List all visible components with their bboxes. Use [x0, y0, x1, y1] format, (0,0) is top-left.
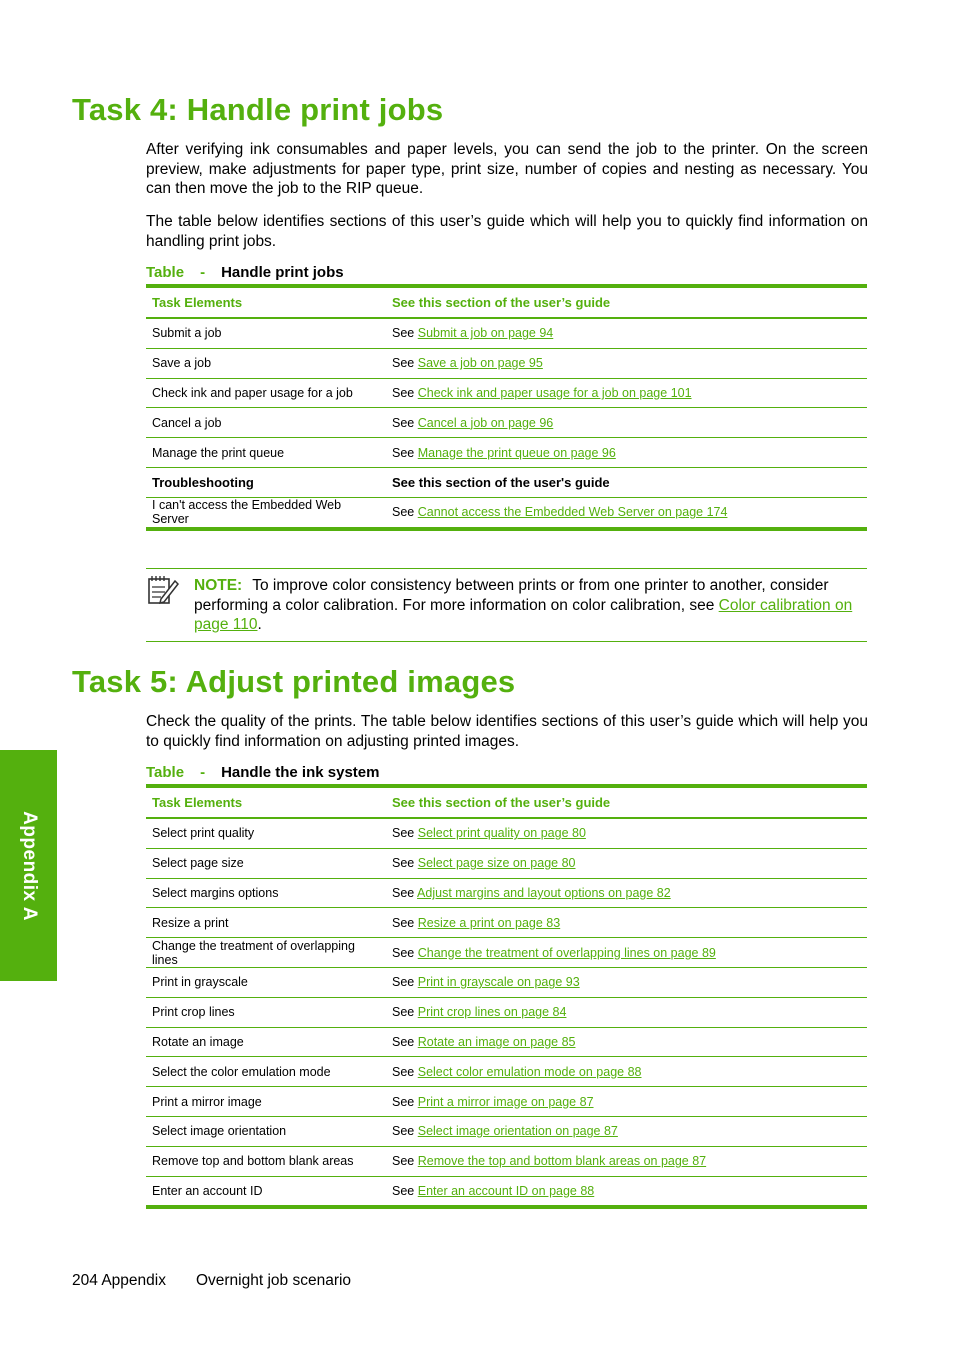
task-element-cell: Save a job [146, 348, 386, 378]
table-row [146, 818, 867, 848]
footer-section: Appendix [101, 1272, 166, 1289]
table-row [146, 1087, 867, 1117]
task-element-cell: Change the treatment of overlapping lines [146, 938, 386, 968]
see-label: See [392, 975, 415, 990]
troubleshooting-label: Troubleshooting [146, 467, 386, 497]
guide-section-link[interactable]: Select image orientation on page 87 [417, 1124, 618, 1139]
see-label: See [392, 505, 415, 520]
guide-section-link[interactable]: Adjust margins and layout options on page 82 [417, 885, 671, 900]
troubleshooting-guide-label: See this section of the user's guide [386, 467, 867, 497]
guide-section-cell [386, 1027, 867, 1057]
task-element-cell: Check ink and paper usage for a job [146, 378, 386, 408]
table-row [146, 848, 867, 878]
task-element-cell: Print crop lines [146, 997, 386, 1027]
table-row [146, 1146, 867, 1176]
task5-intro-paragraph: Check the quality of the prints. The table below identifies sections of this user’s guide which will help you to quickly find information on adjusting printed images. [146, 713, 868, 750]
guide-section-cell [386, 997, 867, 1027]
task-element-cell: Select margins options [146, 878, 386, 908]
table1-header-guide: See this section of the user’s guide [386, 286, 867, 318]
task-element-cell: Enter an account ID [146, 1176, 386, 1207]
task-element-cell: Print in grayscale [146, 967, 386, 997]
table-row [146, 878, 867, 908]
table1-header-row [146, 286, 867, 318]
footer-chapter: Overnight job scenario [195, 1272, 352, 1289]
table1-caption-title: Handle print jobs [221, 264, 344, 281]
see-label: See [392, 1034, 415, 1049]
guide-section-link[interactable]: Remove the top and bottom blank areas on page 87 [417, 1154, 707, 1169]
guide-section-link[interactable]: Change the treatment of overlapping lines on page 89 [417, 945, 716, 960]
task-element-cell: Select print quality [146, 818, 386, 848]
guide-section-cell [386, 818, 867, 848]
guide-section-cell [386, 318, 867, 348]
task4-table-intro-paragraph: The table below identifies sections of this user’s guide which will help you to quickly find information on handling print jobs. [146, 213, 868, 250]
task-element-cell: Submit a job [146, 318, 386, 348]
task-element-cell: Manage the print queue [146, 438, 386, 468]
task-element-cell: I can't access the Embedded Web Server [146, 497, 386, 528]
table2-caption-dash: - [200, 764, 206, 781]
table2-body [146, 818, 867, 1207]
task-element-cell: Cancel a job [146, 408, 386, 438]
see-label: See [392, 415, 415, 430]
troubleshooting-subheader-row [146, 467, 867, 497]
handle-print-jobs-table [146, 284, 867, 531]
table-row [146, 908, 867, 938]
table-row [146, 348, 867, 378]
guide-section-cell [386, 438, 867, 468]
table1-body [146, 318, 867, 529]
see-label: See [392, 826, 415, 841]
handle-ink-system-table [146, 784, 867, 1209]
table-row [146, 318, 867, 348]
table1-caption-dash: - [200, 264, 206, 281]
see-label: See [392, 385, 415, 400]
table-row [146, 1176, 867, 1207]
table1-header-task: Task Elements [146, 286, 386, 318]
table-row [146, 497, 867, 528]
guide-section-link[interactable]: Print crop lines on page 84 [417, 1005, 567, 1020]
task-element-cell: Select image orientation [146, 1116, 386, 1146]
see-label: See [392, 885, 415, 900]
task-element-cell: Resize a print [146, 908, 386, 938]
task-element-cell: Select the color emulation mode [146, 1057, 386, 1087]
guide-section-link[interactable]: Submit a job on page 94 [417, 326, 554, 341]
see-label: See [392, 1005, 415, 1020]
table-row [146, 967, 867, 997]
guide-section-cell [386, 1176, 867, 1207]
note-body: To improve color consistency between prints or from one printer to another, consider performing a color calibration. For more information on color calibration, see [194, 577, 829, 614]
table-row [146, 378, 867, 408]
table-row [146, 1057, 867, 1087]
guide-section-link[interactable]: Print in grayscale on page 93 [417, 975, 580, 990]
guide-section-cell [386, 378, 867, 408]
guide-section-link[interactable]: Manage the print queue on page 96 [417, 445, 616, 460]
footer-page-number: 204 [72, 1272, 98, 1289]
appendix-side-tab-label: Appendix A [18, 810, 40, 921]
table2-header-row [146, 786, 867, 818]
note-pencil-icon [146, 572, 180, 606]
see-label: See [392, 1064, 415, 1079]
see-label: See [392, 1124, 415, 1139]
guide-section-link[interactable]: Enter an account ID on page 88 [417, 1183, 595, 1198]
guide-section-link[interactable]: Save a job on page 95 [417, 356, 543, 371]
see-label: See [392, 915, 415, 930]
guide-section-cell [386, 497, 867, 528]
table1-caption-label: Table [146, 264, 185, 281]
see-label: See [392, 1154, 415, 1169]
table-row [146, 938, 867, 968]
table-row [146, 438, 867, 468]
see-label: See [392, 445, 415, 460]
table1-caption [146, 264, 344, 281]
guide-section-cell [386, 878, 867, 908]
see-label: See [392, 1183, 415, 1198]
guide-section-link[interactable]: Check ink and paper usage for a job on page 101 [417, 385, 692, 400]
table-row [146, 997, 867, 1027]
guide-section-link[interactable]: Select color emulation mode on page 88 [417, 1064, 642, 1079]
task4-intro-paragraph: After verifying ink consumables and paper levels, you can send the job to the printer. On the screen preview, make adjustments for paper type, print size, number of copies and nesting as necessary. You can then move the job to the RIP queue. [146, 141, 868, 197]
page-footer [72, 1272, 351, 1290]
guide-section-cell [386, 348, 867, 378]
table2-caption-title: Handle the ink system [221, 764, 380, 781]
task-element-cell: Remove top and bottom blank areas [146, 1146, 386, 1176]
see-label: See [392, 856, 415, 871]
task5-heading: Task 5: Adjust printed images [72, 664, 516, 699]
see-label: See [392, 356, 415, 371]
task-element-cell: Rotate an image [146, 1027, 386, 1057]
note-color-calibration-link[interactable]: Color calibration on page 110 [194, 596, 853, 633]
table-row [146, 408, 867, 438]
guide-section-cell [386, 908, 867, 938]
task4-heading: Task 4: Handle print jobs [72, 92, 444, 127]
guide-section-cell [386, 1057, 867, 1087]
guide-section-cell [386, 1146, 867, 1176]
guide-section-link[interactable]: Cannot access the Embedded Web Server on page 174 [417, 505, 728, 520]
table2-caption [146, 764, 379, 781]
see-label: See [392, 326, 415, 341]
note-label: NOTE: [194, 577, 243, 594]
guide-section-link[interactable]: Select page size on page 80 [417, 856, 576, 871]
note-end: . [257, 616, 262, 633]
table2-header-guide: See this section of the user’s guide [386, 786, 867, 818]
note-box [146, 568, 867, 642]
table-row [146, 1116, 867, 1146]
note-text [194, 576, 866, 635]
guide-section-cell [386, 1116, 867, 1146]
guide-section-cell [386, 967, 867, 997]
task-element-cell: Select page size [146, 848, 386, 878]
guide-section-link[interactable]: Resize a print on page 83 [417, 915, 561, 930]
guide-section-cell [386, 408, 867, 438]
table-row [146, 1027, 867, 1057]
guide-section-cell [386, 938, 867, 968]
table2-header-task: Task Elements [146, 786, 386, 818]
guide-section-cell [386, 1087, 867, 1117]
guide-section-link[interactable]: Cancel a job on page 96 [417, 415, 554, 430]
guide-section-cell [386, 848, 867, 878]
guide-section-link[interactable]: Rotate an image on page 85 [417, 1034, 576, 1049]
task-element-cell: Print a mirror image [146, 1087, 386, 1117]
see-label: See [392, 1094, 415, 1109]
guide-section-link[interactable]: Select print quality on page 80 [417, 826, 586, 841]
see-label: See [392, 945, 415, 960]
table2-caption-label: Table [146, 764, 185, 781]
appendix-side-tab [0, 750, 57, 981]
guide-section-link[interactable]: Print a mirror image on page 87 [417, 1094, 594, 1109]
